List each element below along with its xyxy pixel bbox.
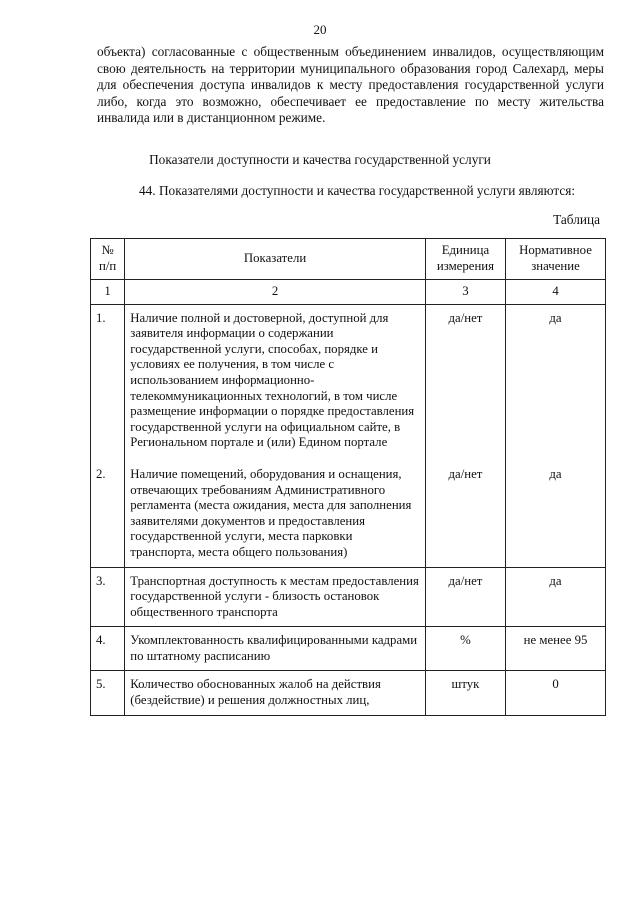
row-unit: % — [425, 627, 505, 671]
indicators-table — [90, 238, 606, 716]
row-indicator: Количество обоснованных жалоб на действия (бездействие) и решения должностных лиц, — [125, 671, 426, 715]
row-unit-1: да/нет — [448, 310, 483, 325]
row-num: 5. — [91, 671, 125, 715]
table-row — [91, 671, 606, 715]
table-row — [91, 627, 606, 671]
row-num — [91, 304, 125, 567]
page-number: 20 — [313, 22, 327, 37]
row-num: 4. — [91, 627, 125, 671]
row-indicator-2: Наличие помещений, оборудования и оснащения, отвечающих требованиям Административного регламента (места ожидания, места для заполнения заявителями документов и предоставления государственной услуги, места парковки транспорта, места общего пользования) — [130, 466, 412, 559]
table-row-merged-1-2 — [91, 304, 606, 567]
row-spacer — [96, 326, 119, 466]
section-heading: Показатели доступности и качества государственной услуги — [149, 152, 491, 167]
row-spacer — [431, 326, 500, 466]
header-unit: Единица измерения — [425, 239, 505, 280]
header-num: № п/п — [91, 239, 125, 280]
header-norm: Нормативное значение — [506, 239, 606, 280]
row-indicator: Транспортная доступность к местам предоставления государственной услуги - близость остановок общественного транспорта — [125, 567, 426, 627]
intro-paragraph: объекта) согласованные с общественным объединением инвалидов, осуществляющим свою деятельность на территории муниципального образования город Салехард, меры для обеспечения доступа инвалидов к месту предоставления государственной услуги либо, когда это возможно, обеспечивает ее предоставление по месту жительства инвалида или в дистанционном режиме. — [97, 44, 604, 126]
column-number: 3 — [425, 280, 505, 305]
row-num-1: 1. — [96, 310, 106, 325]
table-header-row — [91, 239, 606, 280]
column-number: 2 — [125, 280, 426, 305]
row-spacer — [511, 326, 600, 466]
row-norm: да — [506, 567, 606, 627]
row-indicator: Укомплектованность квалифицированными кадрами по штатному расписанию — [125, 627, 426, 671]
column-number: 4 — [506, 280, 606, 305]
row-norm — [506, 304, 606, 567]
row-unit: да/нет — [425, 567, 505, 627]
row-unit: штук — [425, 671, 505, 715]
row-num: 3. — [91, 567, 125, 627]
row-unit-2: да/нет — [448, 466, 483, 481]
column-numbering-row — [91, 280, 606, 305]
row-gap — [130, 451, 420, 467]
table-label: Таблица — [553, 212, 600, 227]
paragraph-44: 44. Показателями доступности и качества государственной услуги являются: — [139, 183, 576, 198]
row-indicator-1: Наличие полной и достоверной, доступной для заявителя информации о содержании государственной услуги, способах, порядке и условиях ее получения, в том числе с использованием информационно-телекоммуникационных технологий, в том числе размещение информации о порядке предоставления государственной услуги на официальном сайте, в Региональном портале и (или) Едином портале — [130, 310, 415, 450]
row-unit — [425, 304, 505, 567]
row-indicator — [125, 304, 426, 567]
header-indicator: Показатели — [125, 239, 426, 280]
row-norm: не менее 95 — [506, 627, 606, 671]
row-num-2: 2. — [96, 466, 106, 481]
row-norm-2: да — [549, 466, 562, 481]
row-norm: 0 — [506, 671, 606, 715]
table-row — [91, 567, 606, 627]
row-norm-1: да — [549, 310, 562, 325]
column-number: 1 — [91, 280, 125, 305]
